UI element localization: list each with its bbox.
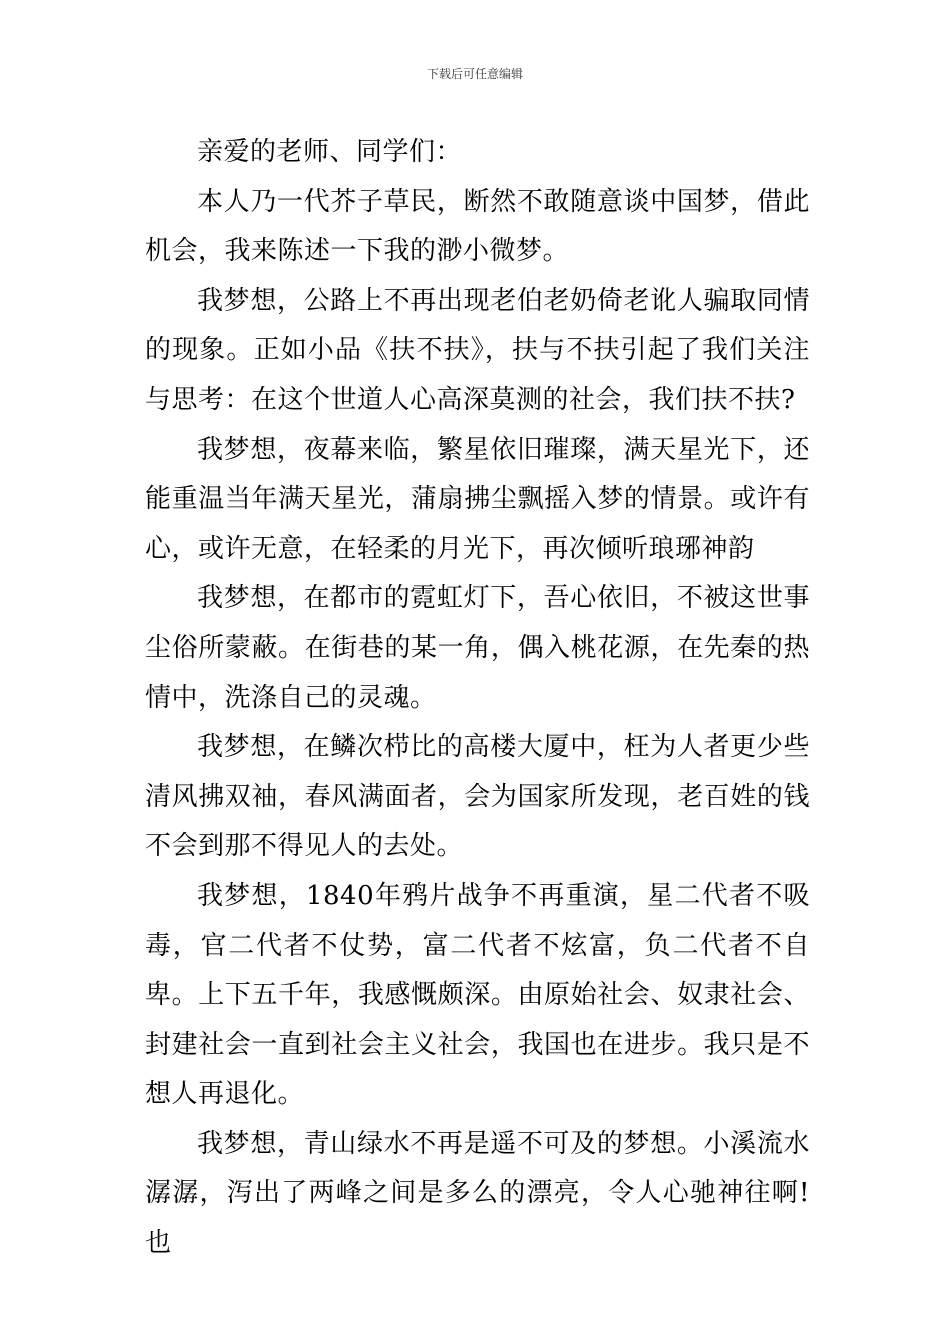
paragraph-dream-buildings: 我梦想，在鳞次栉比的高楼大厦中，枉为人者更少些清风拂双袖，春风满面者，会为国家所发现，老百姓的钱不会到那不得见人的去处。: [145, 732, 810, 862]
paragraph-dream-nature: 我梦想，青山绿水不再是遥不可及的梦想。小溪流水潺潺，泻出了两峰之间是多么的漂亮，令人心驰神往啊!也: [145, 1128, 810, 1259]
paragraph-dream-city: 我梦想，在都市的霓虹灯下，吾心依旧，不被这世事尘俗所蒙蔽。在街巷的某一角，偶入桃花源，在先秦的热情中，洗涤自己的灵魂。: [145, 583, 810, 713]
paragraph-dream-stars: 我梦想，夜幕来临，繁星依旧璀璨，满天星光下，还能重温当年满天星光，蒲扇拂尘飘摇入梦的情景。或许有心，或许无意，在轻柔的月光下，再次倾听琅琊神韵: [145, 434, 810, 564]
page-header: 下载后可任意编辑: [426, 67, 523, 81]
paragraph-dream-road: 我梦想，公路上不再出现老伯老奶倚老讹人骗取同情的现象。正如小品《扶不扶》，扶与不扶引起了我们关注与思考：在这个世道人心高深莫测的社会，我们扶不扶?: [145, 285, 810, 415]
salutation: 亲爱的老师、同学们：: [197, 137, 463, 167]
paragraph-intro: 本人乃一代芥子草民，断然不敢随意谈中国梦，借此机会，我来陈述一下我的渺小微梦。: [145, 186, 810, 267]
speech-body: [145, 128, 810, 1269]
paragraph-dream-history: 我梦想，1840年鸦片战争不再重演，星二代者不吸毒，官二代者不仗势，富二代者不炫富，负二代者不自卑。上下五千年，我感慨颇深。由原始社会、奴隶社会、封建社会一直到社会主义社会，我国也在进步。我只是不想人再退化。: [145, 880, 810, 1110]
